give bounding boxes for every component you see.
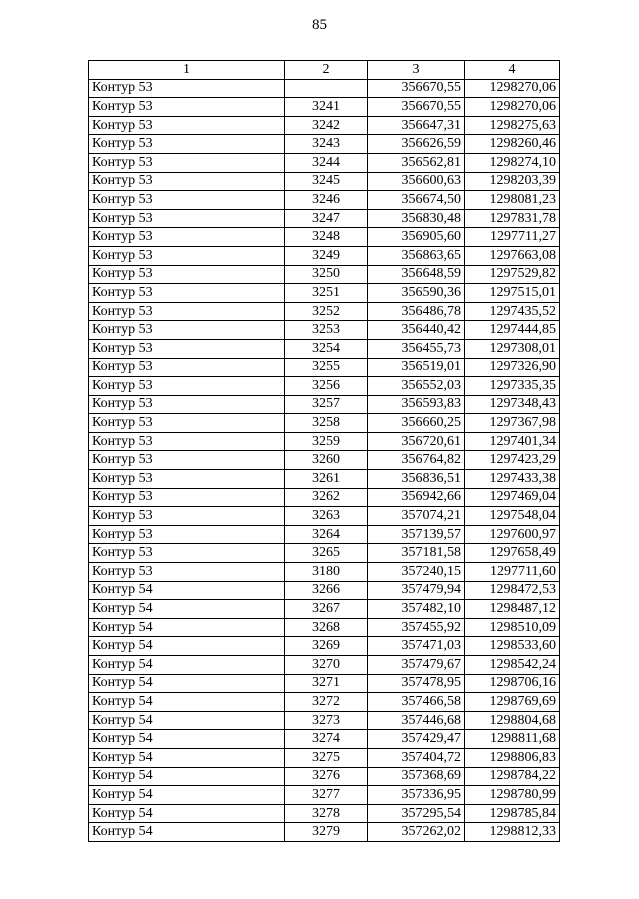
table-row	[89, 711, 560, 730]
cell-x-coordinate: 357074,21	[368, 507, 465, 526]
table-row	[89, 507, 560, 526]
cell-y-coordinate: 1297308,01	[465, 339, 560, 358]
table-row	[89, 730, 560, 749]
cell-contour: Контур 54	[89, 730, 285, 749]
table-row	[89, 525, 560, 544]
cell-x-coordinate: 357482,10	[368, 600, 465, 619]
cell-contour: Контур 53	[89, 265, 285, 284]
cell-y-coordinate: 1297600,97	[465, 525, 560, 544]
cell-y-coordinate: 1297348,43	[465, 395, 560, 414]
cell-point-number: 3279	[285, 823, 368, 842]
cell-contour: Контур 53	[89, 116, 285, 135]
cell-x-coordinate: 357368,69	[368, 767, 465, 786]
cell-point-number: 3241	[285, 98, 368, 117]
cell-y-coordinate: 1297423,29	[465, 451, 560, 470]
table-row	[89, 693, 560, 712]
cell-y-coordinate: 1297515,01	[465, 284, 560, 303]
cell-y-coordinate: 1297711,60	[465, 563, 560, 582]
cell-x-coordinate: 356626,59	[368, 135, 465, 154]
cell-x-coordinate: 356562,81	[368, 153, 465, 172]
table-row	[89, 674, 560, 693]
table-row	[89, 470, 560, 489]
cell-x-coordinate: 357479,67	[368, 656, 465, 675]
cell-contour: Контур 53	[89, 525, 285, 544]
cell-x-coordinate: 357479,94	[368, 581, 465, 600]
cell-point-number: 3244	[285, 153, 368, 172]
cell-point-number: 3247	[285, 209, 368, 228]
table-row	[89, 600, 560, 619]
cell-y-coordinate: 1298806,83	[465, 748, 560, 767]
cell-y-coordinate: 1298542,24	[465, 656, 560, 675]
cell-x-coordinate: 357295,54	[368, 804, 465, 823]
table-row	[89, 488, 560, 507]
column-header-3: 3	[368, 61, 465, 80]
cell-point-number: 3249	[285, 246, 368, 265]
cell-x-coordinate: 356905,60	[368, 228, 465, 247]
cell-contour: Контур 54	[89, 600, 285, 619]
cell-point-number: 3261	[285, 470, 368, 489]
cell-contour: Контур 54	[89, 656, 285, 675]
cell-x-coordinate: 357471,03	[368, 637, 465, 656]
cell-y-coordinate: 1297335,35	[465, 377, 560, 396]
cell-point-number: 3267	[285, 600, 368, 619]
table-row	[89, 191, 560, 210]
cell-contour: Контур 54	[89, 748, 285, 767]
cell-point-number: 3255	[285, 358, 368, 377]
cell-point-number: 3257	[285, 395, 368, 414]
cell-contour: Контур 53	[89, 451, 285, 470]
column-header-1: 1	[89, 61, 285, 80]
table-row	[89, 302, 560, 321]
table-row	[89, 246, 560, 265]
cell-point-number: 3268	[285, 618, 368, 637]
cell-x-coordinate: 356830,48	[368, 209, 465, 228]
table-row	[89, 748, 560, 767]
cell-y-coordinate: 1298804,68	[465, 711, 560, 730]
table-row	[89, 172, 560, 191]
table-row	[89, 544, 560, 563]
table-row	[89, 79, 560, 98]
table-row	[89, 265, 560, 284]
cell-point-number: 3275	[285, 748, 368, 767]
cell-contour: Контур 53	[89, 414, 285, 433]
cell-point-number: 3252	[285, 302, 368, 321]
cell-contour: Контур 53	[89, 358, 285, 377]
cell-contour: Контур 53	[89, 544, 285, 563]
table-row	[89, 656, 560, 675]
cell-contour: Контур 53	[89, 470, 285, 489]
cell-contour: Контур 54	[89, 693, 285, 712]
cell-contour: Контур 53	[89, 395, 285, 414]
cell-y-coordinate: 1298081,23	[465, 191, 560, 210]
cell-point-number: 3253	[285, 321, 368, 340]
table-row	[89, 358, 560, 377]
cell-point-number: 3270	[285, 656, 368, 675]
cell-contour: Контур 53	[89, 284, 285, 303]
cell-contour: Контур 53	[89, 302, 285, 321]
table-row	[89, 804, 560, 823]
cell-y-coordinate: 1297469,04	[465, 488, 560, 507]
cell-y-coordinate: 1298812,33	[465, 823, 560, 842]
cell-y-coordinate: 1298203,39	[465, 172, 560, 191]
table-row	[89, 414, 560, 433]
cell-x-coordinate: 356647,31	[368, 116, 465, 135]
cell-contour: Контур 53	[89, 507, 285, 526]
cell-x-coordinate: 356486,78	[368, 302, 465, 321]
cell-contour: Контур 53	[89, 321, 285, 340]
cell-y-coordinate: 1297663,08	[465, 246, 560, 265]
cell-x-coordinate: 356764,82	[368, 451, 465, 470]
cell-x-coordinate: 356720,61	[368, 432, 465, 451]
cell-x-coordinate: 356660,25	[368, 414, 465, 433]
cell-point-number: 3248	[285, 228, 368, 247]
cell-y-coordinate: 1298510,09	[465, 618, 560, 637]
column-header-2: 2	[285, 61, 368, 80]
cell-y-coordinate: 1297367,98	[465, 414, 560, 433]
cell-point-number: 3180	[285, 563, 368, 582]
table-row	[89, 432, 560, 451]
table-row	[89, 228, 560, 247]
cell-contour: Контур 53	[89, 228, 285, 247]
cell-point-number: 3251	[285, 284, 368, 303]
cell-point-number: 3272	[285, 693, 368, 712]
table-row	[89, 786, 560, 805]
cell-y-coordinate: 1298260,46	[465, 135, 560, 154]
cell-x-coordinate: 356552,03	[368, 377, 465, 396]
cell-y-coordinate: 1298780,99	[465, 786, 560, 805]
cell-y-coordinate: 1297529,82	[465, 265, 560, 284]
cell-x-coordinate: 356590,36	[368, 284, 465, 303]
cell-y-coordinate: 1297831,78	[465, 209, 560, 228]
cell-x-coordinate: 356836,51	[368, 470, 465, 489]
cell-point-number: 3243	[285, 135, 368, 154]
cell-y-coordinate: 1297435,52	[465, 302, 560, 321]
cell-y-coordinate: 1298785,84	[465, 804, 560, 823]
cell-y-coordinate: 1298769,69	[465, 693, 560, 712]
cell-y-coordinate: 1298487,12	[465, 600, 560, 619]
cell-x-coordinate: 357429,47	[368, 730, 465, 749]
table-row	[89, 377, 560, 396]
cell-point-number: 3263	[285, 507, 368, 526]
cell-contour: Контур 53	[89, 172, 285, 191]
cell-point-number: 3260	[285, 451, 368, 470]
cell-x-coordinate: 356670,55	[368, 79, 465, 98]
cell-x-coordinate: 357478,95	[368, 674, 465, 693]
table-row	[89, 98, 560, 117]
cell-x-coordinate: 356674,50	[368, 191, 465, 210]
cell-contour: Контур 54	[89, 804, 285, 823]
table-header-row	[89, 61, 560, 80]
table-row	[89, 135, 560, 154]
cell-point-number: 3258	[285, 414, 368, 433]
cell-y-coordinate: 1298811,68	[465, 730, 560, 749]
cell-point-number: 3256	[285, 377, 368, 396]
cell-point-number: 3277	[285, 786, 368, 805]
cell-y-coordinate: 1298784,22	[465, 767, 560, 786]
table-row	[89, 284, 560, 303]
cell-y-coordinate: 1298706,16	[465, 674, 560, 693]
cell-x-coordinate: 357466,58	[368, 693, 465, 712]
cell-contour: Контур 54	[89, 767, 285, 786]
cell-y-coordinate: 1298533,60	[465, 637, 560, 656]
cell-point-number: 3242	[285, 116, 368, 135]
cell-point-number: 3271	[285, 674, 368, 693]
cell-contour: Контур 54	[89, 823, 285, 842]
cell-x-coordinate: 357446,68	[368, 711, 465, 730]
cell-y-coordinate: 1297658,49	[465, 544, 560, 563]
cell-x-coordinate: 356942,66	[368, 488, 465, 507]
cell-x-coordinate: 356670,55	[368, 98, 465, 117]
cell-x-coordinate: 356440,42	[368, 321, 465, 340]
cell-x-coordinate: 357139,57	[368, 525, 465, 544]
table-row	[89, 618, 560, 637]
cell-contour: Контур 53	[89, 377, 285, 396]
cell-contour: Контур 54	[89, 674, 285, 693]
cell-point-number: 3265	[285, 544, 368, 563]
table-row	[89, 395, 560, 414]
cell-contour: Контур 53	[89, 432, 285, 451]
cell-y-coordinate: 1297433,38	[465, 470, 560, 489]
cell-contour: Контур 54	[89, 786, 285, 805]
table-row	[89, 637, 560, 656]
cell-contour: Контур 53	[89, 339, 285, 358]
cell-point-number: 3262	[285, 488, 368, 507]
table-row	[89, 767, 560, 786]
cell-y-coordinate: 1298270,06	[465, 79, 560, 98]
cell-x-coordinate: 356600,63	[368, 172, 465, 191]
cell-x-coordinate: 356593,83	[368, 395, 465, 414]
cell-x-coordinate: 357404,72	[368, 748, 465, 767]
cell-y-coordinate: 1297548,04	[465, 507, 560, 526]
cell-point-number: 3246	[285, 191, 368, 210]
cell-point-number	[285, 79, 368, 98]
cell-contour: Контур 53	[89, 563, 285, 582]
cell-y-coordinate: 1297326,90	[465, 358, 560, 377]
cell-contour: Контур 54	[89, 637, 285, 656]
table-row	[89, 563, 560, 582]
cell-contour: Контур 53	[89, 98, 285, 117]
cell-x-coordinate: 357262,02	[368, 823, 465, 842]
table-body	[89, 79, 560, 841]
table-row	[89, 153, 560, 172]
table-row	[89, 581, 560, 600]
cell-y-coordinate: 1298274,10	[465, 153, 560, 172]
cell-contour: Контур 54	[89, 618, 285, 637]
coordinates-table	[88, 60, 560, 842]
cell-y-coordinate: 1297401,34	[465, 432, 560, 451]
cell-point-number: 3274	[285, 730, 368, 749]
cell-x-coordinate: 357181,58	[368, 544, 465, 563]
cell-contour: Контур 53	[89, 191, 285, 210]
cell-x-coordinate: 356648,59	[368, 265, 465, 284]
table-row	[89, 339, 560, 358]
table-row	[89, 209, 560, 228]
cell-point-number: 3266	[285, 581, 368, 600]
cell-y-coordinate: 1298472,53	[465, 581, 560, 600]
cell-y-coordinate: 1297711,27	[465, 228, 560, 247]
cell-point-number: 3278	[285, 804, 368, 823]
cell-contour: Контур 53	[89, 153, 285, 172]
cell-point-number: 3264	[285, 525, 368, 544]
cell-contour: Контур 53	[89, 209, 285, 228]
cell-contour: Контур 53	[89, 79, 285, 98]
cell-x-coordinate: 356519,01	[368, 358, 465, 377]
table-row	[89, 823, 560, 842]
cell-x-coordinate: 356863,65	[368, 246, 465, 265]
cell-point-number: 3269	[285, 637, 368, 656]
cell-point-number: 3250	[285, 265, 368, 284]
page-number: 85	[312, 17, 327, 33]
cell-point-number: 3254	[285, 339, 368, 358]
cell-y-coordinate: 1298275,63	[465, 116, 560, 135]
cell-point-number: 3245	[285, 172, 368, 191]
cell-contour: Контур 53	[89, 135, 285, 154]
cell-point-number: 3259	[285, 432, 368, 451]
cell-contour: Контур 54	[89, 581, 285, 600]
table-row	[89, 116, 560, 135]
cell-point-number: 3276	[285, 767, 368, 786]
cell-y-coordinate: 1297444,85	[465, 321, 560, 340]
cell-contour: Контур 54	[89, 711, 285, 730]
column-header-4: 4	[465, 61, 560, 80]
cell-y-coordinate: 1298270,06	[465, 98, 560, 117]
cell-contour: Контур 53	[89, 246, 285, 265]
cell-x-coordinate: 357455,92	[368, 618, 465, 637]
table-row	[89, 321, 560, 340]
cell-x-coordinate: 357240,15	[368, 563, 465, 582]
cell-contour: Контур 53	[89, 488, 285, 507]
cell-point-number: 3273	[285, 711, 368, 730]
cell-x-coordinate: 357336,95	[368, 786, 465, 805]
cell-x-coordinate: 356455,73	[368, 339, 465, 358]
table-row	[89, 451, 560, 470]
